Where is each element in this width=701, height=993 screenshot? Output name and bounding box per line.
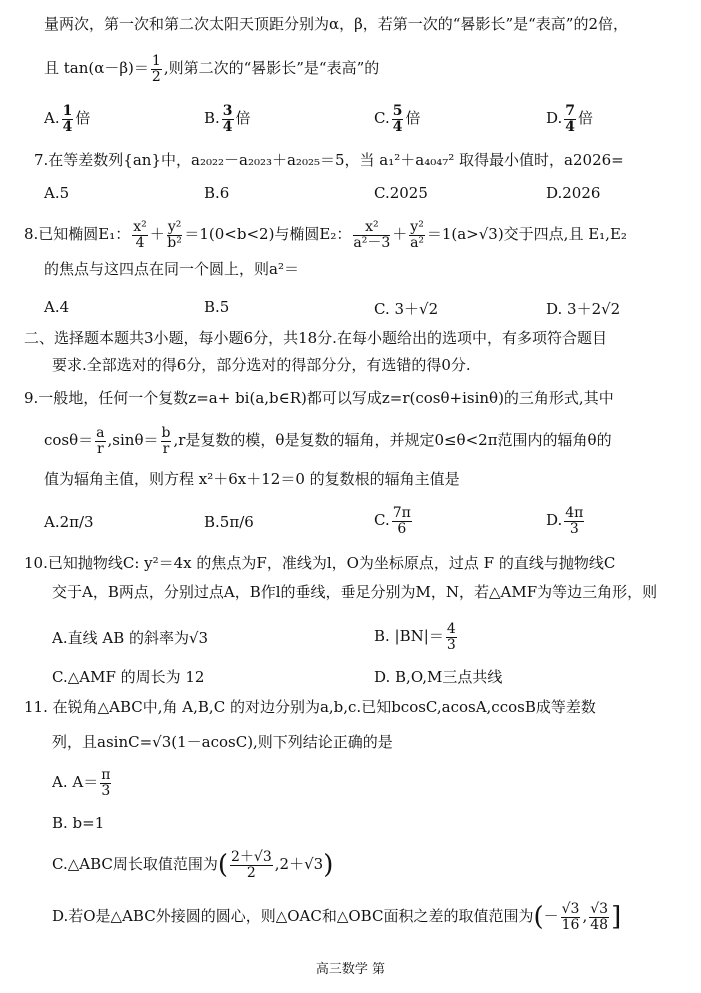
q9-option-d: D. $\frac{4\pi}{3}$ <box>546 505 584 537</box>
q11-option-b: B. b=1 <box>52 814 105 832</box>
q8-option-d: D. 3＋2√2 <box>546 300 621 318</box>
section2-instructions: 要求.全部选对的得6分，部分选对的得部分分，有选错的得0分. <box>52 356 471 374</box>
q6-line2: 且 tan(α－β)＝ $\frac{1}{2}$ ,则第二次的“晷影长”是“表高”的 <box>44 53 380 85</box>
page-footer: 高三数学 第 <box>315 962 386 977</box>
q7-stem: 7.在等差数列{an}中，a₂₀₂₂－a₂₀₂₃＋a₂₀₂₅＝5，当 a₁²＋a₄₀₄₇² 取得最小值时，a2026= <box>34 151 624 169</box>
q8-line1: 8.已知椭圆E₁： $\frac{\text{x²}}{4}$ ＋ $\frac{\text{y²}}{\text{b²}}$ ＝1(0<b<2)与椭圆E₂： $\frac{\text{x²}}{\text{a²－3}}$ ＋ $\frac{\text{y²}}{\text{a²}}$ ＝1(a>√3)交于四点,且 E₁,E₂ <box>24 219 627 251</box>
q10-line2: 交于A，B两点，分别过点A，B作l的垂线，垂足分别为M，N，若△AMF为等边三角形，则 <box>52 583 658 601</box>
q8-option-b: B.5 <box>204 298 230 316</box>
q10-option-b: B. |BN|＝ $\frac{4}{3}$ <box>374 621 456 653</box>
q10-line1: 10.已知抛物线C: y²＝4x 的焦点为F，准线为l，O为坐标原点，过点 F 的直线与抛物线C <box>24 554 616 572</box>
q11-line2: 列，且asinC=√3(1－acosC),则下列结论正确的是 <box>52 733 393 751</box>
q6-option-a: A. $\frac{1}{4}$ 倍 <box>44 103 91 135</box>
q9-option-a: A.2π/3 <box>44 513 94 531</box>
q6-option-c: C. $\frac{5}{4}$ 倍 <box>374 103 421 135</box>
q9-option-c: C. $\frac{7\pi}{6}$ <box>374 505 411 537</box>
q11-option-a: A. A＝ $\frac{\pi}{3}$ <box>52 767 111 799</box>
q11-option-d: D.若O是△ABC外接圆的圆心，则△OAC和△OBC面积之差的取值范围为(－ $\frac{√3}{16}$ , $\frac{√3}{48}$ ] <box>52 901 622 933</box>
section2-heading: 二、选择题本题共3小题，每小题6分，共18分.在每小题给出的选项中，有多项符合题目 <box>24 329 607 347</box>
q9-option-b: B.5π/6 <box>204 513 254 531</box>
q6-fraction: $\frac{1}{2}$ <box>151 53 161 85</box>
q10-option-c: C.△AMF 的周长为 12 <box>52 668 205 686</box>
q8-option-c: C. 3＋√2 <box>374 300 439 318</box>
q9-line3: 值为辐角主值，则方程 x²＋6x＋12＝0 的复数根的辐角主值是 <box>44 470 460 488</box>
q6-option-b: B. $\frac{3}{4}$ 倍 <box>204 103 251 135</box>
q9-line1: 9.一般地，任何一个复数z=a+ bi(a,b∈R)都可以写成z=r(cosθ+isinθ)的三角形式,其中 <box>24 389 614 407</box>
q9-line2: cosθ＝ $\frac{a}{r}$ ,sinθ＝ $\frac{b}{r}$ ,r是复数的模，θ是复数的辐角，并规定0≤θ<2π范围内的辐角θ的 <box>44 425 612 457</box>
q7-option-d: D.2026 <box>546 184 601 202</box>
q10-option-d: D. B,O,M三点共线 <box>374 668 503 686</box>
q8-line2: 的焦点与这四点在同一个圆上，则a²＝ <box>44 260 299 278</box>
q6-line1: 量两次，第一次和第二次太阳天顶距分别为α，β，若第一次的“晷影长”是“表高”的2倍， <box>44 15 629 33</box>
q6-option-d: D. $\frac{7}{4}$ 倍 <box>546 103 594 135</box>
q8-option-a: A.4 <box>44 298 70 316</box>
q10-option-a: A.直线 AB 的斜率为√3 <box>52 629 209 647</box>
q7-option-c: C.2025 <box>374 184 428 202</box>
q7-option-a: A.5 <box>44 184 70 202</box>
q7-option-b: B.6 <box>204 184 230 202</box>
q11-option-c: C.△ABC周长取值范围为( $\frac{2+√3}{2}$ ,2＋√3) <box>52 849 334 881</box>
q11-line1: 11. 在锐角△ABC中,角 A,B,C 的对边分别为a,b,c.已知bcosC,acosA,ccosB成等差数 <box>24 698 596 716</box>
